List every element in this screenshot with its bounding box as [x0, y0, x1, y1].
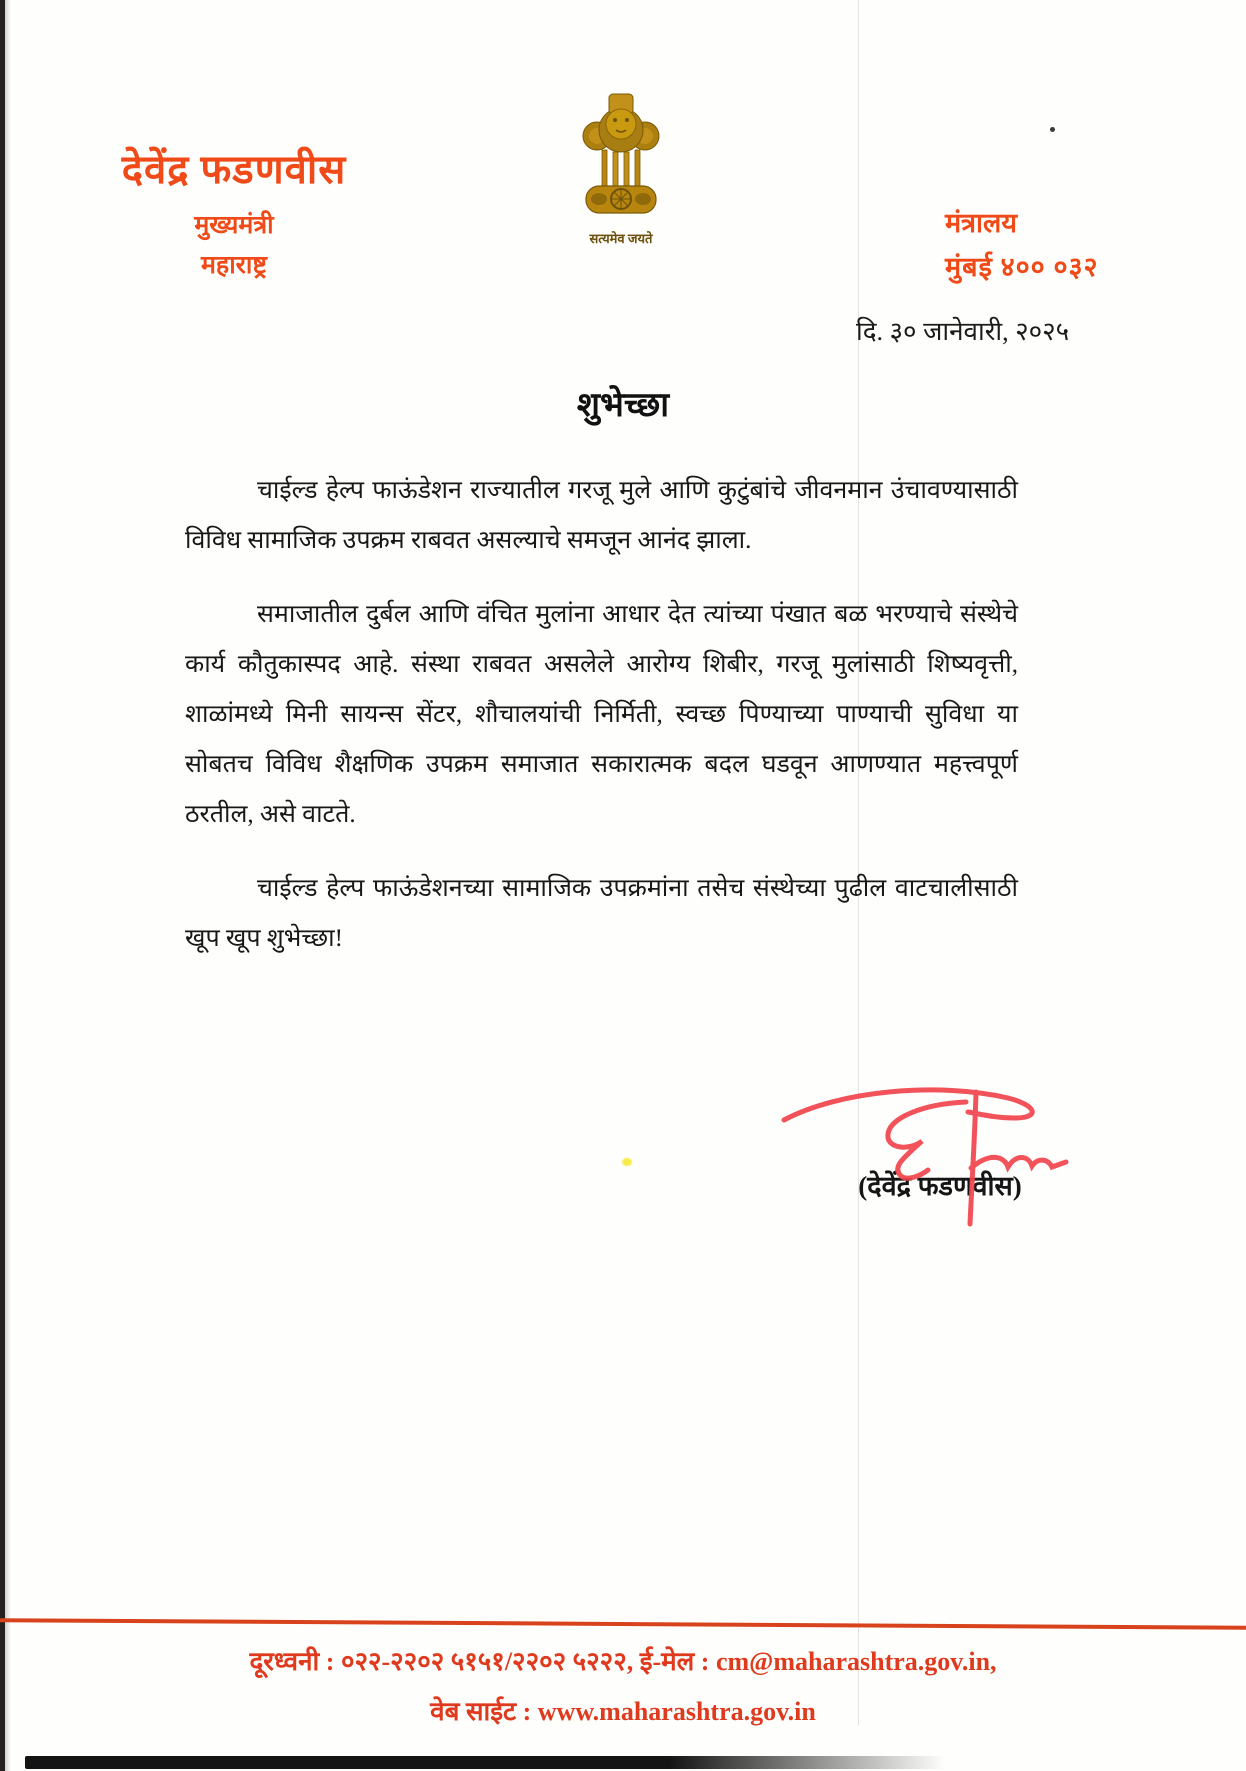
- sender-state: महाराष्ट्र: [200, 252, 267, 279]
- footer-divider: [0, 1618, 1246, 1630]
- handwritten-signature-icon: [770, 1072, 1080, 1232]
- scan-speck: [1050, 127, 1055, 132]
- scan-edge-shadow: [0, 0, 5, 1771]
- footer-contact-line: दूरध्वनी : ०२२-२२०२ ५१५१/२२०२ ५२२२, ई-मेल : cm@maharashtra.gov.in,: [249, 1647, 997, 1676]
- paragraph-1: चाईल्ड हेल्प फाऊंडेशन राज्यातील गरजू मुले आणि कुटुंबांचे जीवनमान उंचावण्यासाठी विविध सामाजिक उपक्रम राबवत असल्याचे समजून आनंद झाला.: [185, 477, 1018, 554]
- scan-yellow-speck: [622, 1158, 632, 1166]
- letterhead-sender: [108, 140, 360, 281]
- letter-body: [185, 466, 1018, 988]
- national-emblem: [576, 86, 666, 247]
- letter-date: दि. ३० जानेवारी, २०२५: [856, 317, 1070, 346]
- letter-footer: [0, 1642, 1246, 1728]
- scan-bottom-shadow: [25, 1756, 945, 1769]
- letter-subject: शुभेच्छा: [576, 387, 670, 424]
- ashoka-lion-capital-icon: [576, 86, 666, 221]
- emblem-caption: सत्यमेव जयते: [589, 231, 653, 246]
- signature-block: [700, 1070, 1120, 1260]
- paragraph-2: समाजातील दुर्बल आणि वंचित मुलांना आधार देत त्यांच्या पंखात बळ भरण्याचे संस्थेचे कार्य कौतुकास्पद आहे. संस्था राबवत असलेले आरोग्य शिबीर, गरजू मुलांसाठी शिष्यवृत्ती, शाळांमध्ये मिनी सायन्स सेंटर, शौचालयांची निर्मिती, स्वच्छ पिण्याच्या पाण्याची सुविधा या सोबतच विविध शैक्षणिक उपक्रम समाजात सकारात्मक बदल घडवून आणण्यात महत्त्वपूर्ण ठरतील, असे वाटते.: [185, 601, 1018, 828]
- sender-designation: मुख्यमंत्री: [194, 212, 274, 239]
- letterhead-office: [945, 203, 1099, 284]
- signatory-name: (देवेंद्र फडणवीस): [858, 1171, 1022, 1201]
- footer-website-line: वेब साईट : www.maharashtra.gov.in: [430, 1697, 816, 1726]
- sender-name: देवेंद्र फडणवीस: [121, 147, 347, 192]
- office-line2: मुंबई ४०० ०३२: [945, 252, 1099, 282]
- office-line1: मंत्रालय: [945, 208, 1018, 238]
- paragraph-3: चाईल्ड हेल्प फाऊंडेशनच्या सामाजिक उपक्रमांना तसेच संस्थेच्या पुढील वाटचालीसाठी खूप खूप शुभेच्छा!: [185, 875, 1018, 952]
